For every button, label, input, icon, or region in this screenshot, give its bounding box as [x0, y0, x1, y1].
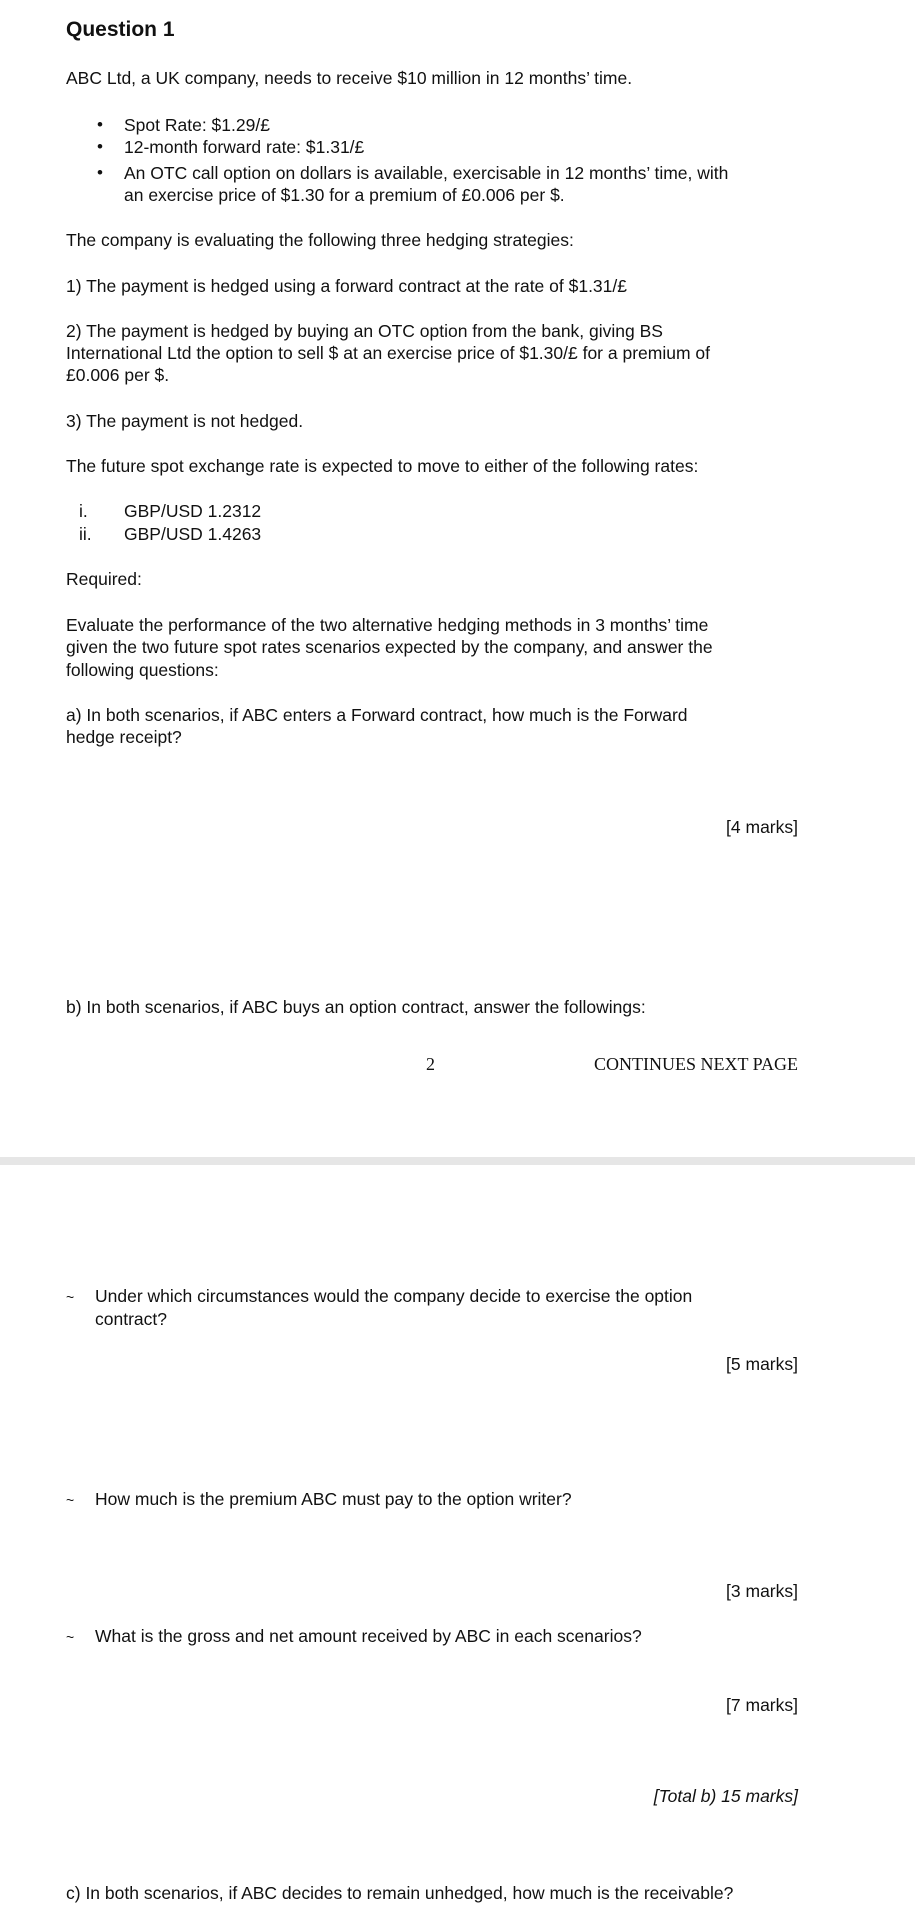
bullet-otc-option-line2: an exercise price of $1.30 for a premium of £0.006 per $.: [124, 185, 565, 205]
strategies-intro: The company is evaluating the following three hedging strategies:: [66, 230, 574, 250]
evaluate-line1: Evaluate the performance of the two alternative hedging methods in 3 months’ time: [66, 615, 709, 635]
sub-question-2: How much is the premium ABC must pay to the option writer?: [95, 1489, 572, 1509]
bullet-otc-option-line1: An OTC call option on dollars is available, exercisable in 12 months’ time, with: [124, 163, 729, 183]
question-b-intro: b) In both scenarios, if ABC buys an option contract, answer the followings:: [66, 997, 646, 1017]
bullet-forward-rate: 12-month forward rate: $1.31/£: [124, 137, 365, 157]
evaluate-line3: following questions:: [66, 660, 219, 680]
required-label: Required:: [66, 569, 142, 589]
intro-text: ABC Ltd, a UK company, needs to receive $10 million in 12 months’ time.: [66, 68, 633, 88]
sub-question-3: What is the gross and net amount received by ABC in each scenarios?: [95, 1626, 642, 1646]
question-title: Question 1: [66, 18, 175, 41]
sub-question-3-marks: [7 marks]: [726, 1695, 798, 1715]
question-a-line2: hedge receipt?: [66, 727, 182, 747]
bullet-spot-rate: Spot Rate: $1.29/£: [124, 115, 270, 135]
continues-next-page: CONTINUES NEXT PAGE: [593, 1054, 798, 1074]
strategy-2-line1: 2) The payment is hedged by buying an OTC option from the bank, giving BS: [66, 321, 663, 341]
rate-value: GBP/USD 1.2312: [124, 501, 262, 521]
rate-number: ii.: [79, 524, 92, 544]
sub-question-1-line1: Under which circumstances would the company decide to exercise the option: [95, 1286, 693, 1306]
question-a-line1: a) In both scenarios, if ABC enters a Forward contract, how much is the Forward: [66, 705, 688, 725]
bullet-icon: •: [97, 137, 103, 156]
sub-question-1-line2: contract?: [95, 1309, 167, 1329]
total-b-marks-wrap: [654, 1785, 798, 1807]
total-b-marks: [Total b) 15 marks]: [653, 1786, 798, 1806]
strategy-2-line2: International Ltd the option to sell $ at an exercise price of $1.30/£ for a premium of: [66, 343, 710, 363]
future-rates-intro: The future spot exchange rate is expected to move to either of the following rates:: [66, 456, 699, 476]
evaluate-line2: given the two future spot rates scenarios expected by the company, and answer the: [66, 637, 713, 657]
page-number: 2: [426, 1054, 435, 1074]
rate-number: i.: [79, 501, 88, 521]
sub-question-marker-icon: ~: [66, 1492, 75, 1508]
sub-question-marker-icon: ~: [66, 1289, 75, 1305]
question-c: c) In both scenarios, if ABC decides to remain unhedged, how much is the receivable?: [66, 1883, 734, 1903]
strategy-3: 3) The payment is not hedged.: [66, 411, 304, 431]
sub-question-1-marks: [5 marks]: [726, 1354, 798, 1374]
bullet-icon: •: [97, 115, 103, 134]
rate-value: GBP/USD 1.4263: [124, 524, 262, 544]
page-divider: [0, 1157, 915, 1165]
strategy-1: 1) The payment is hedged using a forward contract at the rate of $1.31/£: [66, 276, 627, 296]
strategy-2-line3: £0.006 per $.: [66, 365, 170, 385]
bullet-icon: •: [97, 163, 103, 182]
question-a-marks: [4 marks]: [726, 817, 798, 837]
sub-question-marker-icon: ~: [66, 1629, 75, 1645]
sub-question-2-marks: [3 marks]: [726, 1581, 798, 1601]
